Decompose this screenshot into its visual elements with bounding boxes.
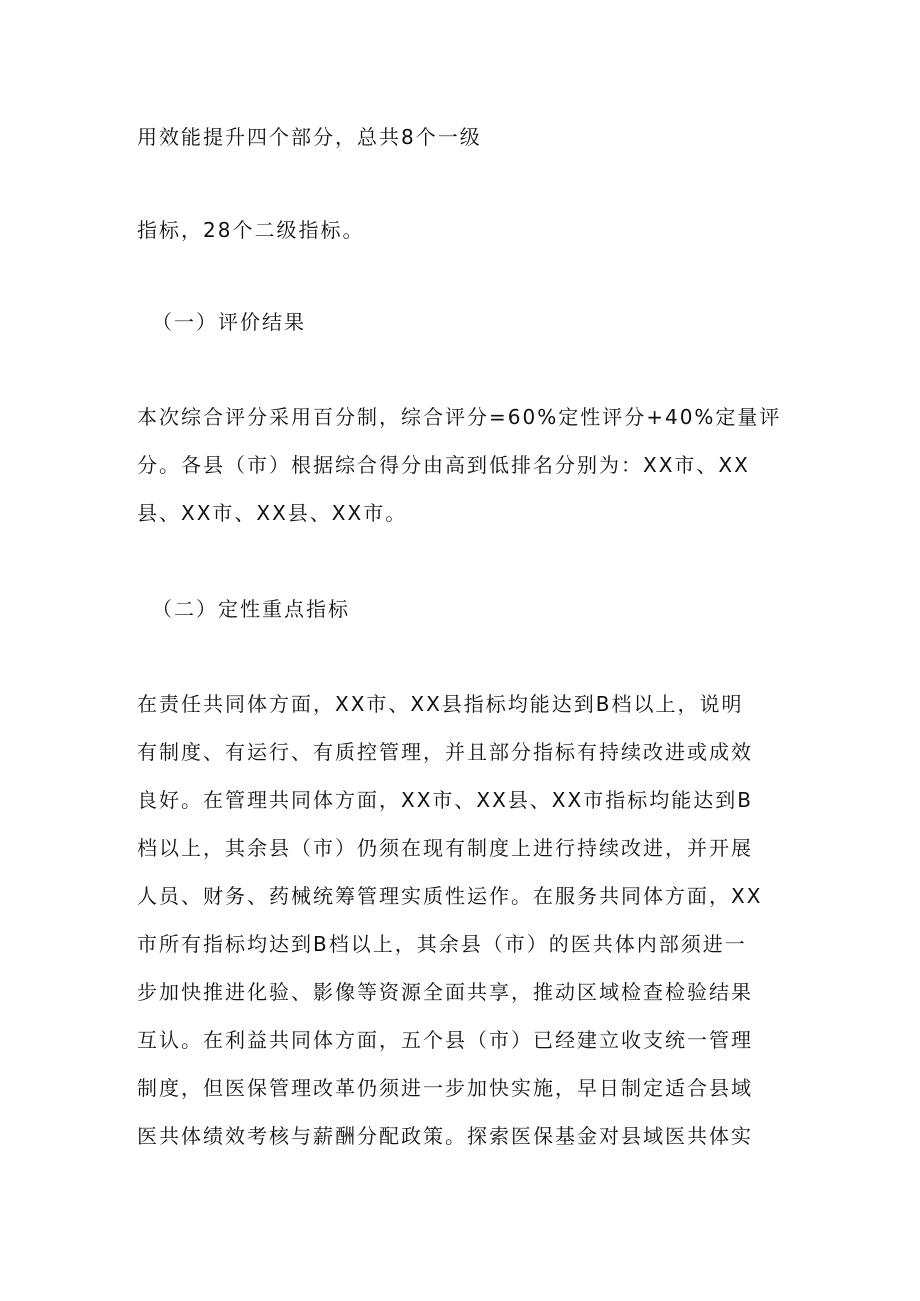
paragraph-evaluation-results [137, 393, 789, 537]
section-heading-qualitative-indicators: （二）定性重点指标 [152, 597, 350, 621]
text-line: 制度，但医保管理改革仍须进一步加快实施，早日制定适合县域 [137, 1076, 753, 1100]
text-line: 人员、财务、药械统筹管理实质性运作。在服务共同体方面，XX [137, 884, 763, 908]
paragraph-intro-line2 [137, 206, 789, 254]
text-line: 本次综合评分采用百分制，综合评分=60%定性评分+40%定量评 [137, 405, 782, 429]
section-heading-evaluation-results: （一）评价结果 [152, 310, 306, 334]
text-line: 良好。在管理共同体方面，XX市、XX县、XX市指标均能达到B [137, 788, 753, 812]
text-line: 指标，28个二级指标。 [137, 218, 365, 242]
text-line: 互认。在利益共同体方面，五个县（市）已经建立收支统一管理 [137, 1028, 753, 1052]
text-line: 县、XX市、XX县、XX市。 [137, 501, 408, 525]
text-line: 档以上，其余县（市）仍须在现有制度上进行持续改进，并开展 [137, 836, 753, 860]
text-line: 市所有指标均达到B档以上，其余县（市）的医共体内部须进一 [137, 932, 747, 956]
paragraph-qualitative-indicators [137, 680, 789, 1160]
text-line: 用效能提升四个部分，总共8个一级 [137, 125, 482, 149]
text-line: 在责任共同体方面，XX市、XX县指标均能达到B档以上，说明 [137, 692, 744, 716]
text-line: 医共体绩效考核与薪酬分配政策。探索医保基金对县域医共体实 [137, 1124, 753, 1148]
text-line: 步加快推进化验、影像等资源全面共享，推动区域检查检验结果 [137, 980, 753, 1004]
paragraph-intro-line1 [137, 113, 789, 161]
text-line: 有制度、有运行、有质控管理，并且部分指标有持续改进或成效 [137, 740, 753, 764]
text-line: 分。各县（市）根据综合得分由高到低排名分别为：XX市、XX [137, 453, 750, 477]
